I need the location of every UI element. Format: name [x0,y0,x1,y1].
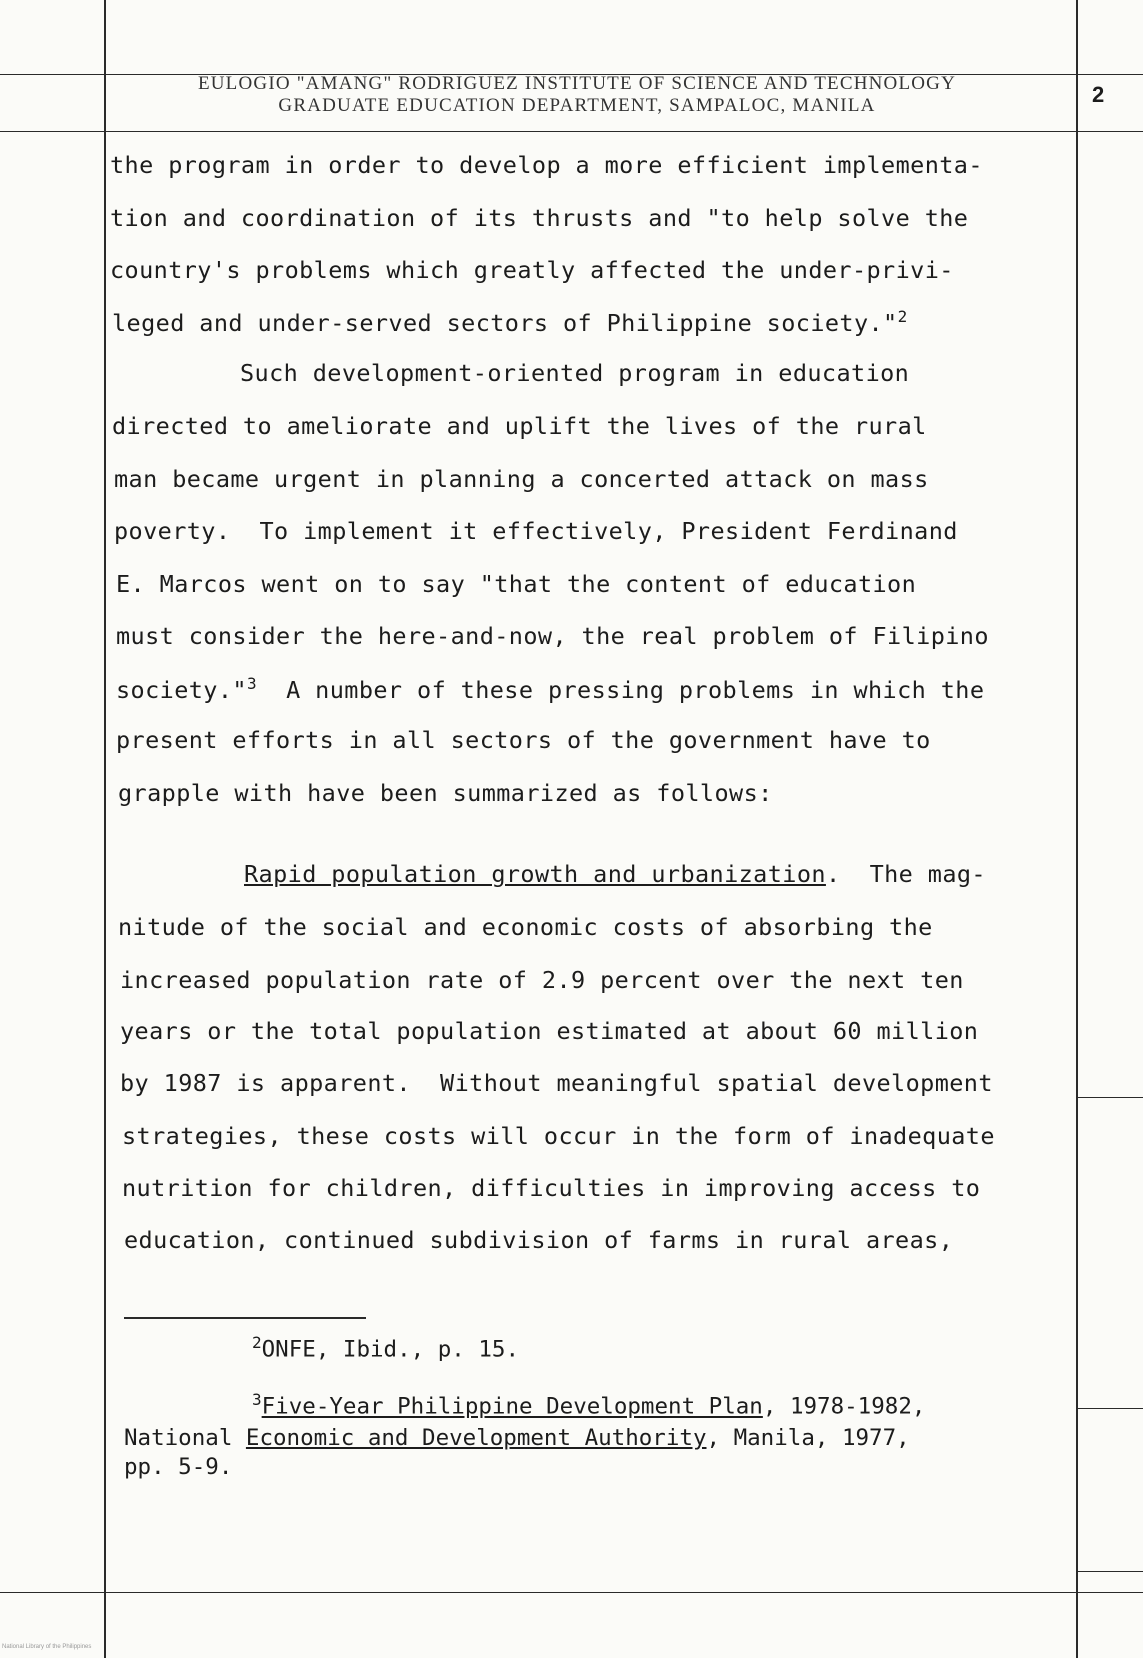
text-line: Such development-oriented program in education [240,359,910,387]
footnote-3-line-3: pp. 5-9. [124,1454,233,1480]
text-line: the program in order to develop a more efficient implementa- [110,151,983,179]
header-line-1: EULOGIO "AMANG" RODRIGUEZ INSTITUTE OF SCIENCE AND TECHNOLOGY [197,73,957,94]
text-line: strategies, these costs will occur in the form of inadequate [122,1122,995,1150]
text-line: must consider the here-and-now, the real problem of Filipino [116,622,989,650]
text-line: education, continued subdivision of farms in rural areas, [124,1226,954,1254]
text-line [112,307,908,337]
left-margin-rule [104,0,106,1658]
section-heading: Rapid population growth and urbanization [244,860,826,888]
footnote-text: National [124,1425,246,1451]
text-line: man became urgent in planning a concerted attack on mass [114,465,929,493]
footnote-number: 2 [252,1333,262,1352]
text-span: A number of these pressing problems in which the [256,675,985,704]
institution-header [112,73,1042,117]
header-bottom-rule [0,131,1143,132]
text-line: country's problems which greatly affected the under-privi- [110,256,954,284]
text-line: nutrition for children, difficulties in improving access to [122,1174,981,1202]
text-line: present efforts in all sectors of the government have to [116,726,931,754]
footnote-text: Economic and Development Authority [245,1425,707,1451]
text-line [244,860,986,888]
footnote-title: Five-Year Philippine Development Plan [261,1393,763,1420]
text-line: increased population rate of 2.9 percent over the next ten [120,966,964,994]
scan-stamp: National Library of the Philippines [2,1644,92,1650]
page-number: 2 [1092,82,1105,107]
text-line: years or the total population estimated at about 60 million [120,1017,979,1045]
footnote-text: , Manila, 1977, [706,1425,910,1451]
footnote-text: ONFE, Ibid., p. 15. [261,1336,520,1363]
text-line: poverty. To implement it effectively, President Ferdinand [114,517,958,545]
footnote-number: 3 [252,1390,262,1409]
header-line-2: GRADUATE EDUCATION DEPARTMENT, SAMPALOC, MANILA [278,95,876,116]
text-span: society." [116,675,247,704]
text-line: tion and coordination of its thrusts and "to help solve the [110,204,969,232]
right-margin-rule [1076,0,1078,1658]
footnote-separator [124,1317,366,1319]
text-line: by 1987 is apparent. Without meaningful spatial development [120,1069,993,1097]
footnote-3-line-2 [124,1425,910,1451]
text-span: leged and under-served sectors of Philippine society." [112,308,898,337]
footnote-ref-3: 3 [246,674,257,693]
text-line: grapple with have been summarized as follows: [118,779,773,807]
text-line [116,674,984,704]
footnote-ref-2: 2 [897,307,908,326]
right-tick-2 [1076,1408,1143,1409]
text-span: . The mag- [825,860,986,888]
text-line: nitude of the social and economic costs of absorbing the [118,913,933,941]
right-tick-3 [1076,1571,1143,1572]
text-line: directed to ameliorate and uplift the lives of the rural [112,412,927,440]
footnote-text: , 1978-1982, [762,1393,926,1420]
bottom-rule [0,1592,1143,1593]
text-line: E. Marcos went on to say "that the content of education [116,570,917,598]
footnote-2 [252,1333,519,1363]
footnote-3-line-1 [252,1390,925,1420]
right-tick-1 [1076,1097,1143,1098]
